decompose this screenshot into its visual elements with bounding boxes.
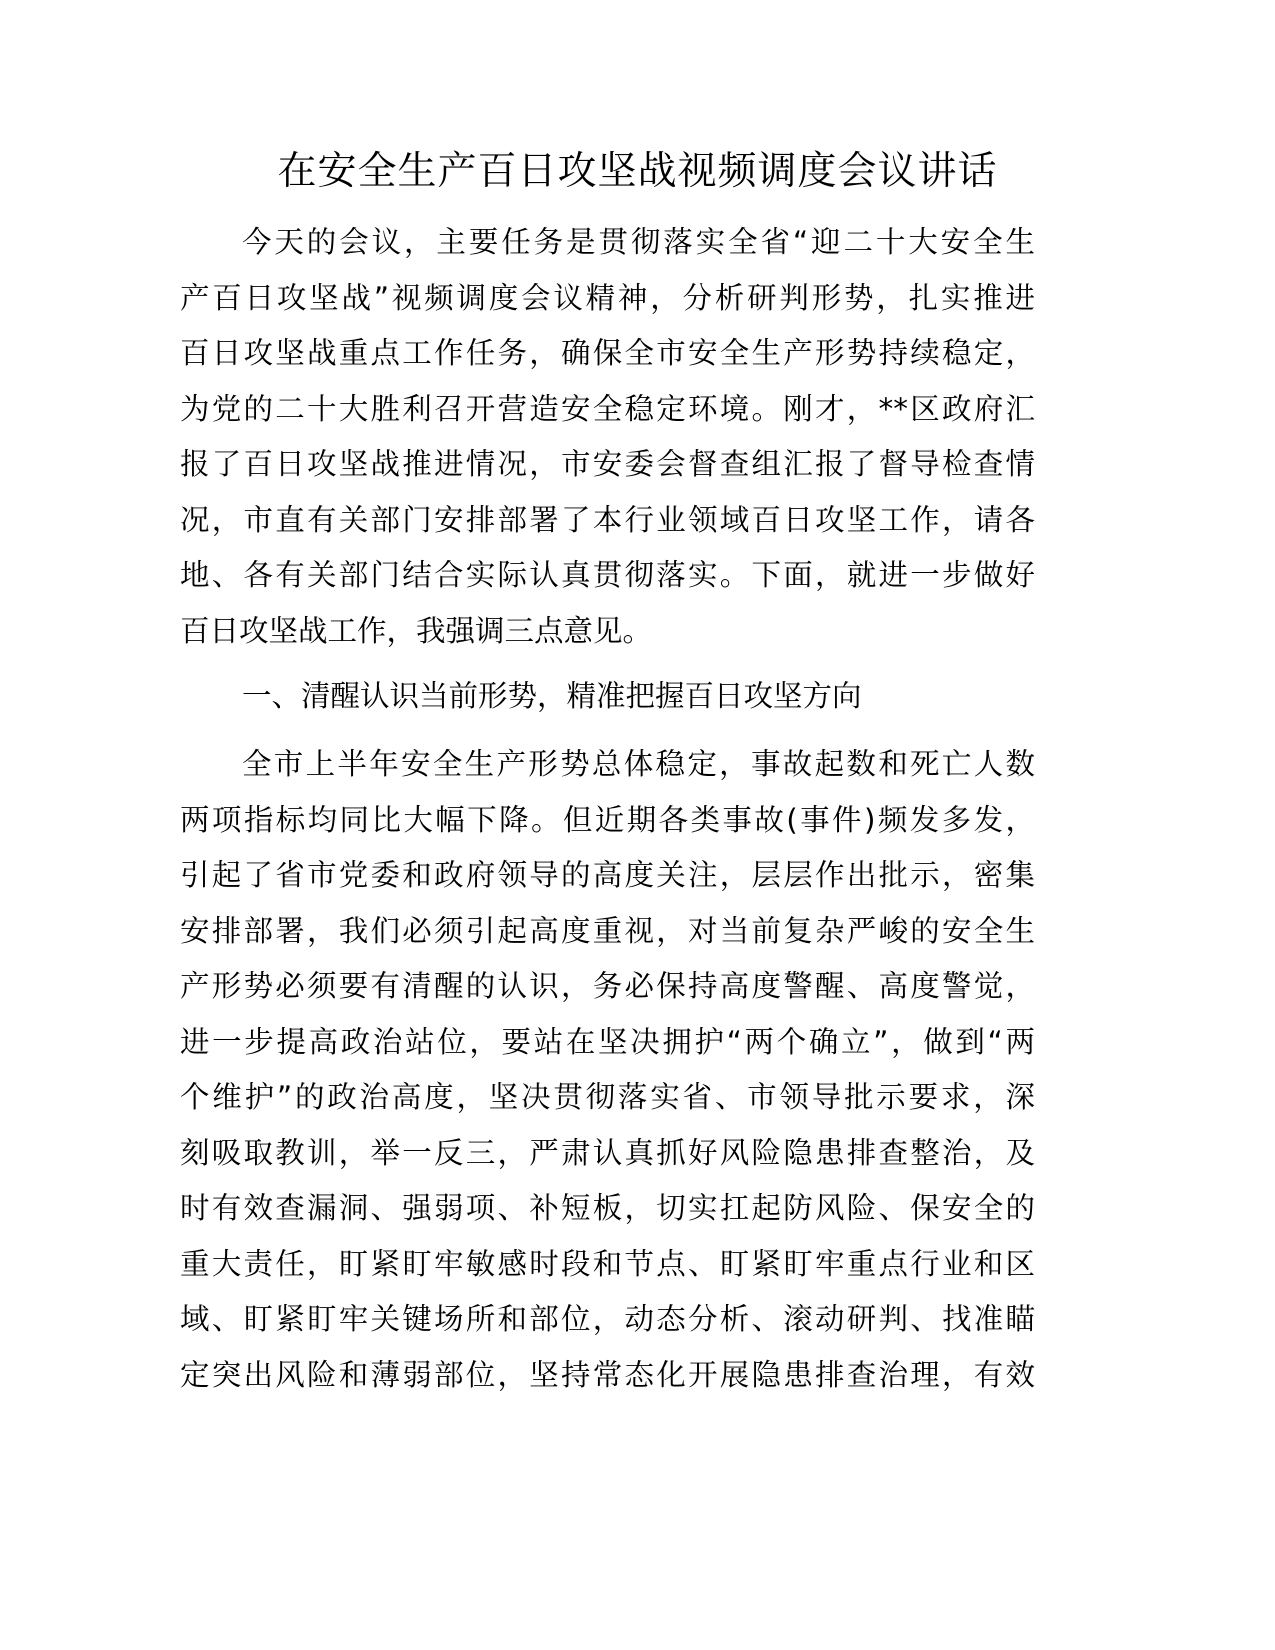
text-line: 今天的会议，主要任务是贯彻落实全省“迎二十大安全生 [242, 225, 1035, 259]
text-line: 进一步提高政治站位，要站在坚决拥护“两个确立”，做到“两 [180, 1024, 1035, 1059]
text-line: 域、盯紧盯牢关键场所和部位，动态分析、滚动研判、找准瞄 [180, 1302, 1035, 1336]
text-line: 时有效查漏洞、强弱项、补短板，切实扛起防风险、保安全的 [180, 1191, 1035, 1225]
document-title: 在安全生产百日攻坚战视频调度会议讲话 [277, 149, 998, 194]
section-heading [180, 669, 1035, 725]
text-line: 两项指标均同比大幅下降。但近期各类事故(事件)频发多发， [180, 802, 1035, 837]
text-line: 刻吸取教训，举一反三，严肃认真抓好风险隐患排查整治，及 [180, 1135, 1035, 1170]
text-line: 重大责任，盯紧盯牢敏感时段和节点、盯紧盯牢重点行业和区 [180, 1246, 1035, 1281]
text-line: 地、各有关部门结合实际认真贯彻落实。下面，就进一步做好 [180, 558, 1035, 592]
text-line: 定突出风险和薄弱部位，坚持常态化开展隐患排查治理，有效 [180, 1357, 1035, 1392]
text-line: 全市上半年安全生产形势总体稳定，事故起数和死亡人数 [242, 747, 1035, 781]
paragraph-intro [180, 215, 1035, 659]
section-heading-text: 一、清醒认识当前形势，精准把握百日攻坚方向 [242, 679, 862, 713]
paragraph-situation [180, 737, 1035, 1403]
text-line: 引起了省市党委和政府领导的高度关注，层层作出批示，密集 [180, 858, 1035, 892]
text-line: 报了百日攻坚战推进情况，市安委会督查组汇报了督导检查情 [180, 447, 1035, 481]
text-line: 况，市直有关部门安排部署了本行业领域百日攻坚工作，请各 [180, 502, 1035, 537]
text-line: 百日攻坚战工作，我强调三点意见。 [180, 613, 653, 648]
text-line: 安排部署，我们必须引起高度重视，对当前复杂严峻的安全生 [180, 913, 1035, 948]
text-line: 个维护”的政治高度，坚决贯彻落实省、市领导批示要求，深 [180, 1080, 1035, 1114]
text-line: 产形势必须要有清醒的认识，务必保持高度警醒、高度警觉， [180, 969, 1035, 1003]
text-line: 百日攻坚战重点工作任务，确保全市安全生产形势持续稳定， [180, 336, 1035, 370]
text-line: 为党的二十大胜利召开营造安全稳定环境。刚才，**区政府汇 [180, 391, 1035, 426]
text-line: 产百日攻坚战”视频调度会议精神，分析研判形势，扎实推进 [180, 280, 1035, 315]
